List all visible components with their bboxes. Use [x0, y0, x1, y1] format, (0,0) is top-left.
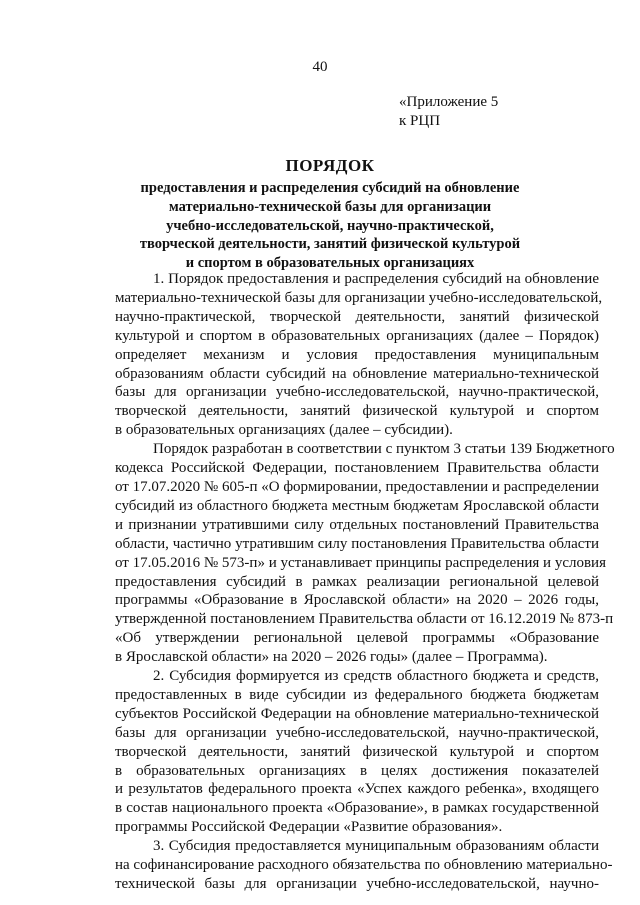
paragraph-1 [115, 270, 603, 440]
subtitle-line: творческой деятельности, занятий физической культурой [139, 236, 521, 253]
paragraph-4 [115, 837, 613, 894]
paragraph-line: кодекса Российской Федерации, постановлением Правительства области [115, 460, 599, 477]
paragraph-line: определяет механизм и условия предоставления муниципальным [115, 346, 599, 363]
paragraph-2 [115, 440, 615, 667]
paragraph-line: Порядок разработан в соответствии с пунктом 3 статьи 139 Бюджетного [153, 441, 615, 458]
subtitle-line: учебно-исследовательской, научно-практической, [166, 217, 494, 234]
paragraph-line: программы «Образование в Ярославской области» на 2020 – 2026 годы, [115, 592, 599, 609]
paragraph-line: в образовательных организациях (далее – субсидии). [115, 422, 453, 439]
paragraph-line: программы Российской Федерации «Развитие образования». [115, 819, 503, 836]
document-title: ПОРЯДОК [285, 156, 375, 175]
paragraph-line: в Ярославской области» на 2020 – 2026 годы» (далее – Программа). [115, 649, 548, 666]
paragraph-line: базы для организации учебно-исследовательской, научно-практической, [115, 384, 599, 401]
paragraph-3 [115, 667, 599, 837]
paragraph-line: творческой деятельности, занятий физической культурой и спортом [115, 403, 599, 420]
paragraph-line: материально-технической базы для организации учебно-исследовательской, [115, 289, 603, 306]
appendix-line-2: к РЦП [399, 113, 441, 129]
paragraph-line: от 17.07.2020 № 605-п «О формировании, предоставлении и распределении [115, 478, 599, 495]
paragraph-line: образованиям области субсидий на обновление материально-технической [115, 365, 599, 382]
paragraph-line: «Об утверждении региональной целевой программы «Образование [115, 630, 599, 647]
paragraph-line: области, частично утратившим силу постановления Правительства области [115, 535, 599, 552]
paragraph-line: в состав национального проекта «Образование», в рамках государственной [115, 800, 599, 817]
paragraph-line: субсидий из областного бюджета местным бюджетам Ярославской области [115, 497, 599, 514]
paragraph-line: технической базы для организации учебно-исследовательской, научно- [115, 876, 599, 892]
appendix-reference [399, 93, 498, 131]
page-number: 40 [312, 59, 328, 75]
paragraph-line: базы для организации учебно-исследовательской, научно-практической, [115, 724, 599, 741]
paragraph-line: творческой деятельности, занятий физической культурой и спортом [115, 743, 599, 760]
paragraph-line: культурой и спортом в образовательных организациях (далее – Порядок) [115, 327, 599, 344]
paragraph-line: предоставления субсидий в рамках реализации региональной целевой [115, 573, 599, 590]
paragraph-line: научно-практической, творческой деятельности, занятий физической [115, 308, 599, 325]
paragraph-line: и признании утратившими силу отдельных постановлений Правительства [115, 516, 599, 533]
paragraph-line: 1. Порядок предоставления и распределения субсидий на обновление [153, 271, 599, 287]
document-subtitle [110, 179, 550, 273]
document-title-block [110, 156, 550, 273]
subtitle-line: и спортом в образовательных организациях [185, 255, 475, 272]
paragraph-line: предоставленных в виде субсидии из федерального бюджета бюджетам [115, 686, 599, 703]
paragraph-line: субъектов Российской Федерации на обновление материально-технической [115, 705, 599, 722]
paragraph-line: 3. Субсидия предоставляется муниципальным образованиям области [153, 838, 599, 855]
paragraph-line: от 17.05.2016 № 573-п» и устанавливает принципы распределения и условия [115, 554, 606, 571]
document-body [115, 270, 615, 894]
paragraph-line: в образовательных организациях в целях достижения показателей [115, 762, 599, 779]
subtitle-line: материально-технической базы для организации [168, 198, 492, 215]
paragraph-line: утвержденной постановлением Правительства области от 16.12.2019 № 873-п [115, 611, 614, 628]
paragraph-line: 2. Субсидия формируется из средств областного бюджета и средств, [153, 668, 599, 685]
paragraph-line: и результатов федерального проекта «Успех каждого ребенка», входящего [115, 781, 599, 798]
subtitle-line: предоставления и распределения субсидий на обновление [140, 180, 520, 196]
appendix-line-1: «Приложение 5 [399, 94, 499, 110]
paragraph-line: на софинансирование расходного обязательства по обновлению материально- [115, 857, 613, 874]
